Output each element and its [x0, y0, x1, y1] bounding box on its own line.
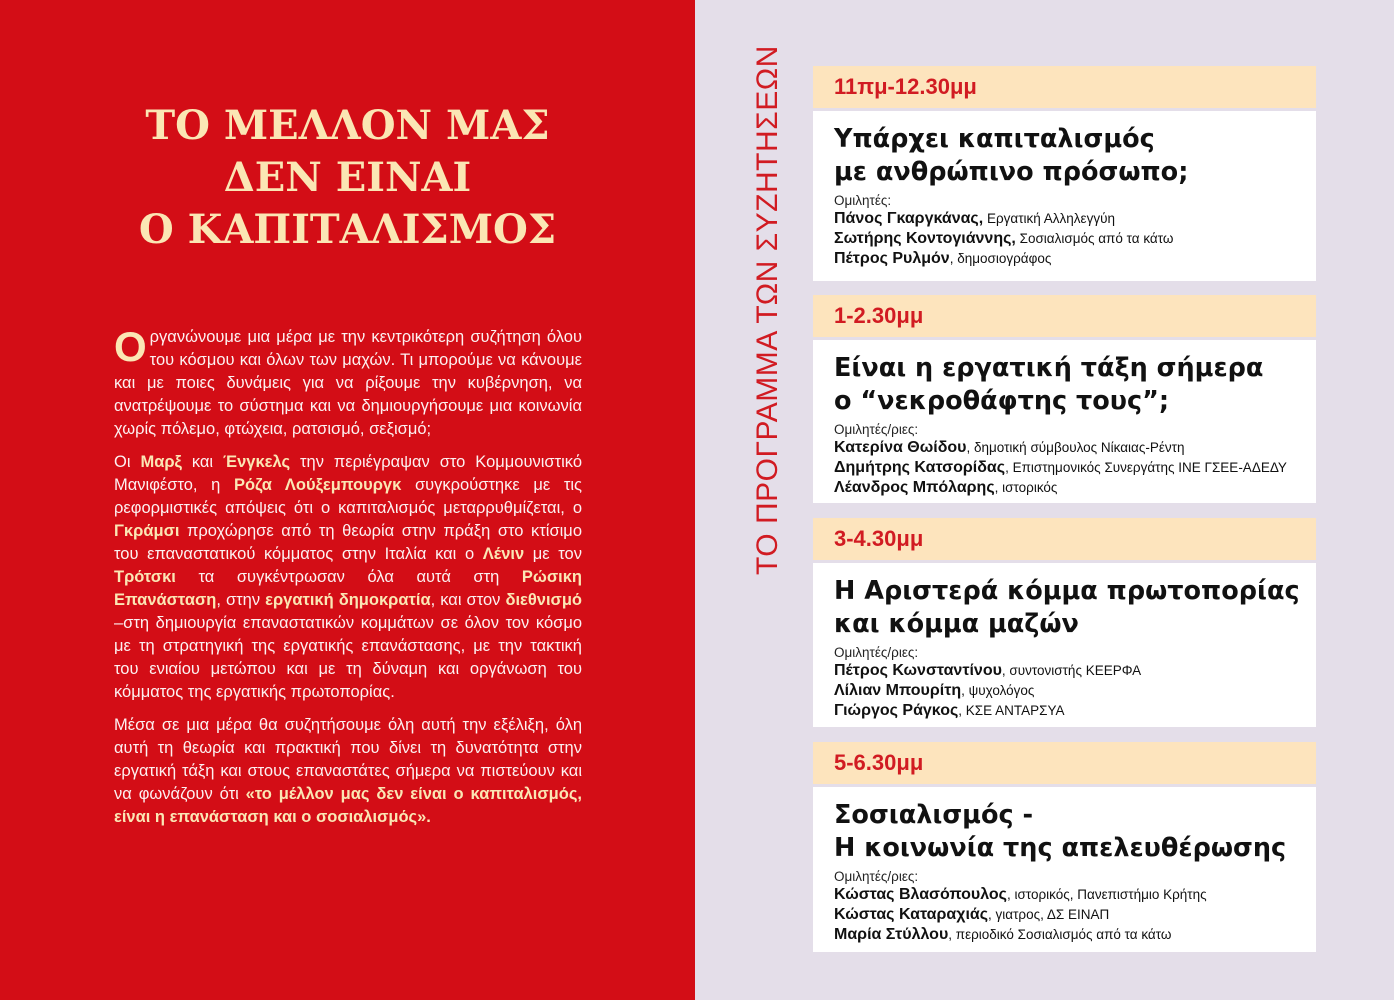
speaker-name: Λίλιαν Μπουρίτη — [834, 682, 962, 699]
speaker — [834, 458, 1302, 478]
highlight-quote: «το μέλλον μας δεν είναι ο καπιταλισμός, είναι η επανάσταση και ο σοσιαλισμός». — [114, 785, 582, 826]
speaker — [834, 681, 1302, 701]
session-title-line: Η κοινωνία της απελευθέρωσης — [834, 833, 1287, 863]
session-time: 11πμ-12.30μμ — [813, 66, 1316, 108]
speaker-name: Κώστας Βλασόπουλος — [834, 886, 1007, 903]
speaker-name: Γιώργος Ράγκος — [834, 702, 959, 719]
text-run: προχώρησε από τη θεωρία στην πράξη στο κτίσιμο του επαναστατικού κόμματος στην Ιταλία και ο — [114, 522, 582, 563]
program-vertical-title: ΤΟ ΠΡΟΓΡΑΜΜΑ ΤΩΝ ΣΥΖΗΤΗΣΕΩΝ — [751, 45, 784, 575]
text-run: την περιέγραψαν στο Κομμουνιστικό Μανιφέστο, η — [114, 453, 582, 494]
session-title-line: Η Αριστερά κόμμα πρωτοπορίας — [834, 576, 1300, 606]
speaker-name: Λέανδρος Μπόλαρης — [834, 479, 995, 496]
speaker — [834, 905, 1302, 925]
left-panel — [0, 0, 695, 1000]
intro-paragraph-2 — [114, 451, 582, 704]
speaker — [834, 438, 1302, 458]
highlight-luxemburg: Ρόζα Λούξεμπουργκ — [233, 476, 402, 494]
speaker-name: Δημήτρης Κατσορίδας — [834, 459, 1006, 476]
session-title-line: ο “νεκροθάφτης τους”; — [834, 386, 1170, 416]
text-run: , και στον — [430, 591, 506, 609]
speaker-role: Εργατική Αλληλεγγύη — [983, 211, 1115, 226]
speaker-name: Πέτρος Ρυλμόν — [834, 250, 950, 267]
text-run: –στη δημιουργία επαναστατικών κομμάτων σε όλον τον κόσμο με τη στρατηγική της εργατικής επανάστασης, με την τακτική του ενιαίου μετώπου και με τη δύναμη και οργάνωση του κόμματος της εργατικής πρωτοπορίας. — [114, 614, 582, 701]
highlight-marx: Μαρξ — [140, 453, 182, 471]
speaker-name: Μαρία Στύλλου — [834, 926, 949, 943]
speaker-name: Πάνος Γκαργκάνας, — [834, 210, 984, 227]
speaker-role: , ιστορικός — [994, 480, 1058, 495]
speaker-name: Κώστας Καταραχιάς — [834, 906, 989, 923]
session-title-line: Σοσιαλισμός - — [834, 800, 1034, 830]
session-details — [813, 340, 1316, 503]
session-time: 5-6.30μμ — [813, 742, 1316, 784]
text-run: Οι — [114, 453, 141, 471]
session-details — [813, 111, 1316, 281]
highlight-gramsci: Γκράμσι — [114, 522, 180, 540]
paragraph-text: ργανώνουμε μια μέρα με την κεντρικότερη συζήτηση όλου του κόσμου και όλων των μαχών. Τι μπορούμε να κάνουμε και με ποιες δυνάμεις για να ρίξουμε την κυβέρνηση, να ανατρέψουμε το σύστημα και να δημιουργήσουμε μια κοινωνία χωρίς πόλεμο, φτώχεια, ρατσισμό, σεξισμό; — [114, 328, 582, 438]
session-title-line: και κόμμα μαζών — [834, 609, 1079, 639]
session-title-line: με ανθρώπινο πρόσωπο; — [834, 157, 1189, 187]
session-title-line: Είναι η εργατική τάξη σήμερα — [834, 353, 1264, 383]
text-run: με τον — [524, 545, 582, 563]
speaker — [834, 925, 1302, 945]
highlight-workers-democracy: εργατική δημοκρατία — [265, 591, 431, 609]
intro-text — [114, 323, 583, 839]
speaker — [834, 229, 1302, 249]
speaker-role: , συντονιστής ΚΕΕΡΦΑ — [1001, 663, 1142, 678]
session-details — [813, 563, 1316, 727]
session-card-2 — [813, 295, 1316, 503]
speaker-name: Σωτήρης Κοντογιάννης, — [834, 230, 1016, 247]
page-title — [0, 100, 695, 256]
highlight-lenin: Λένιν — [482, 545, 525, 563]
speaker-name: Κατερίνα Θωίδου — [834, 439, 967, 456]
speaker — [834, 478, 1302, 498]
text-run: τα συγκέντρωσαν όλα αυτά στη — [175, 568, 522, 586]
speaker-role: , γιατρος, ΔΣ ΕΙΝΑΠ — [988, 907, 1110, 922]
speaker-role: , δημοσιογράφος — [949, 251, 1052, 266]
session-title-line: Υπάρχει καπιταλισμός — [834, 124, 1155, 154]
session-title — [834, 799, 1302, 865]
session-time: 3-4.30μμ — [813, 518, 1316, 560]
speaker — [834, 249, 1302, 269]
text-run: και — [181, 453, 224, 471]
title-line: Ο ΚΑΠΙΤΑΛΙΣΜΟΣ — [138, 206, 557, 253]
session-card-3 — [813, 518, 1316, 727]
speaker-role: , ΚΣΕ ΑΝΤΑΡΣΥΑ — [958, 703, 1065, 718]
highlight-internationalism: διεθνισμό — [505, 591, 582, 609]
text-run: συγκρούστηκε με τις ρεφορμιστικές απόψεις ότι ο καπιταλισμός μεταρρυθμίζεται, ο — [114, 476, 583, 517]
speaker — [834, 885, 1302, 905]
session-title — [834, 575, 1302, 641]
highlight-engels: Ένγκελς — [223, 453, 291, 471]
session-title — [834, 123, 1302, 189]
speaker-role: , ψυχολόγος — [961, 683, 1035, 698]
highlight-trotsky: Τρότσκι — [114, 568, 176, 586]
title-line: ΤΟ ΜΕΛΛΟΝ ΜΑΣ — [145, 102, 550, 149]
speaker-role: , Επιστημονικός Συνεργάτης ΙΝΕ ΓΣΕΕ-ΑΔΕΔΥ — [1005, 460, 1287, 475]
speaker-role: , δημοτική σύμβουλος Νίκαιας-Ρέντη — [966, 440, 1185, 455]
text-run: , στην — [216, 591, 266, 609]
highlight-russian-revolution: Ρώσικη Επανάσταση — [114, 568, 582, 609]
speaker — [834, 701, 1302, 721]
intro-paragraph-1 — [114, 323, 582, 441]
session-time: 1-2.30μμ — [813, 295, 1316, 337]
speaker-role: , περιοδικό Σοσιαλισμός από τα κάτω — [948, 927, 1172, 942]
session-card-1 — [813, 66, 1316, 281]
session-title — [834, 352, 1302, 418]
speakers-label: Ομιλητές/ριες: — [834, 422, 919, 437]
speaker — [834, 209, 1302, 229]
speakers-label: Ομιλητές/ριες: — [834, 869, 919, 884]
text-run: Μέσα σε μια μέρα θα συζητήσουμε όλη αυτή την εξέλιξη, όλη αυτή τη θεωρία και πρακτική που δίνει τη δυνατότητα στην εργατική τάξη και στους επαναστάτες σήμερα να πιστεύουν και να φωνάζουν ότι — [114, 716, 582, 803]
session-card-4 — [813, 742, 1316, 952]
session-details — [813, 787, 1316, 952]
intro-paragraph-3 — [114, 714, 582, 829]
speakers-label: Ομιλητές/ριες: — [834, 645, 919, 660]
drop-cap: O — [114, 323, 147, 370]
speaker — [834, 661, 1302, 681]
title-line: ΔΕΝ ΕΙΝΑΙ — [223, 154, 472, 201]
speakers-label: Ομιλητές: — [834, 193, 892, 208]
speaker-role: , ιστορικός, Πανεπιστήμιο Κρήτης — [1007, 887, 1207, 902]
speaker-name: Πέτρος Κωνσταντίνου — [834, 662, 1002, 679]
speaker-role: Σοσιαλισμός από τα κάτω — [1015, 231, 1174, 246]
